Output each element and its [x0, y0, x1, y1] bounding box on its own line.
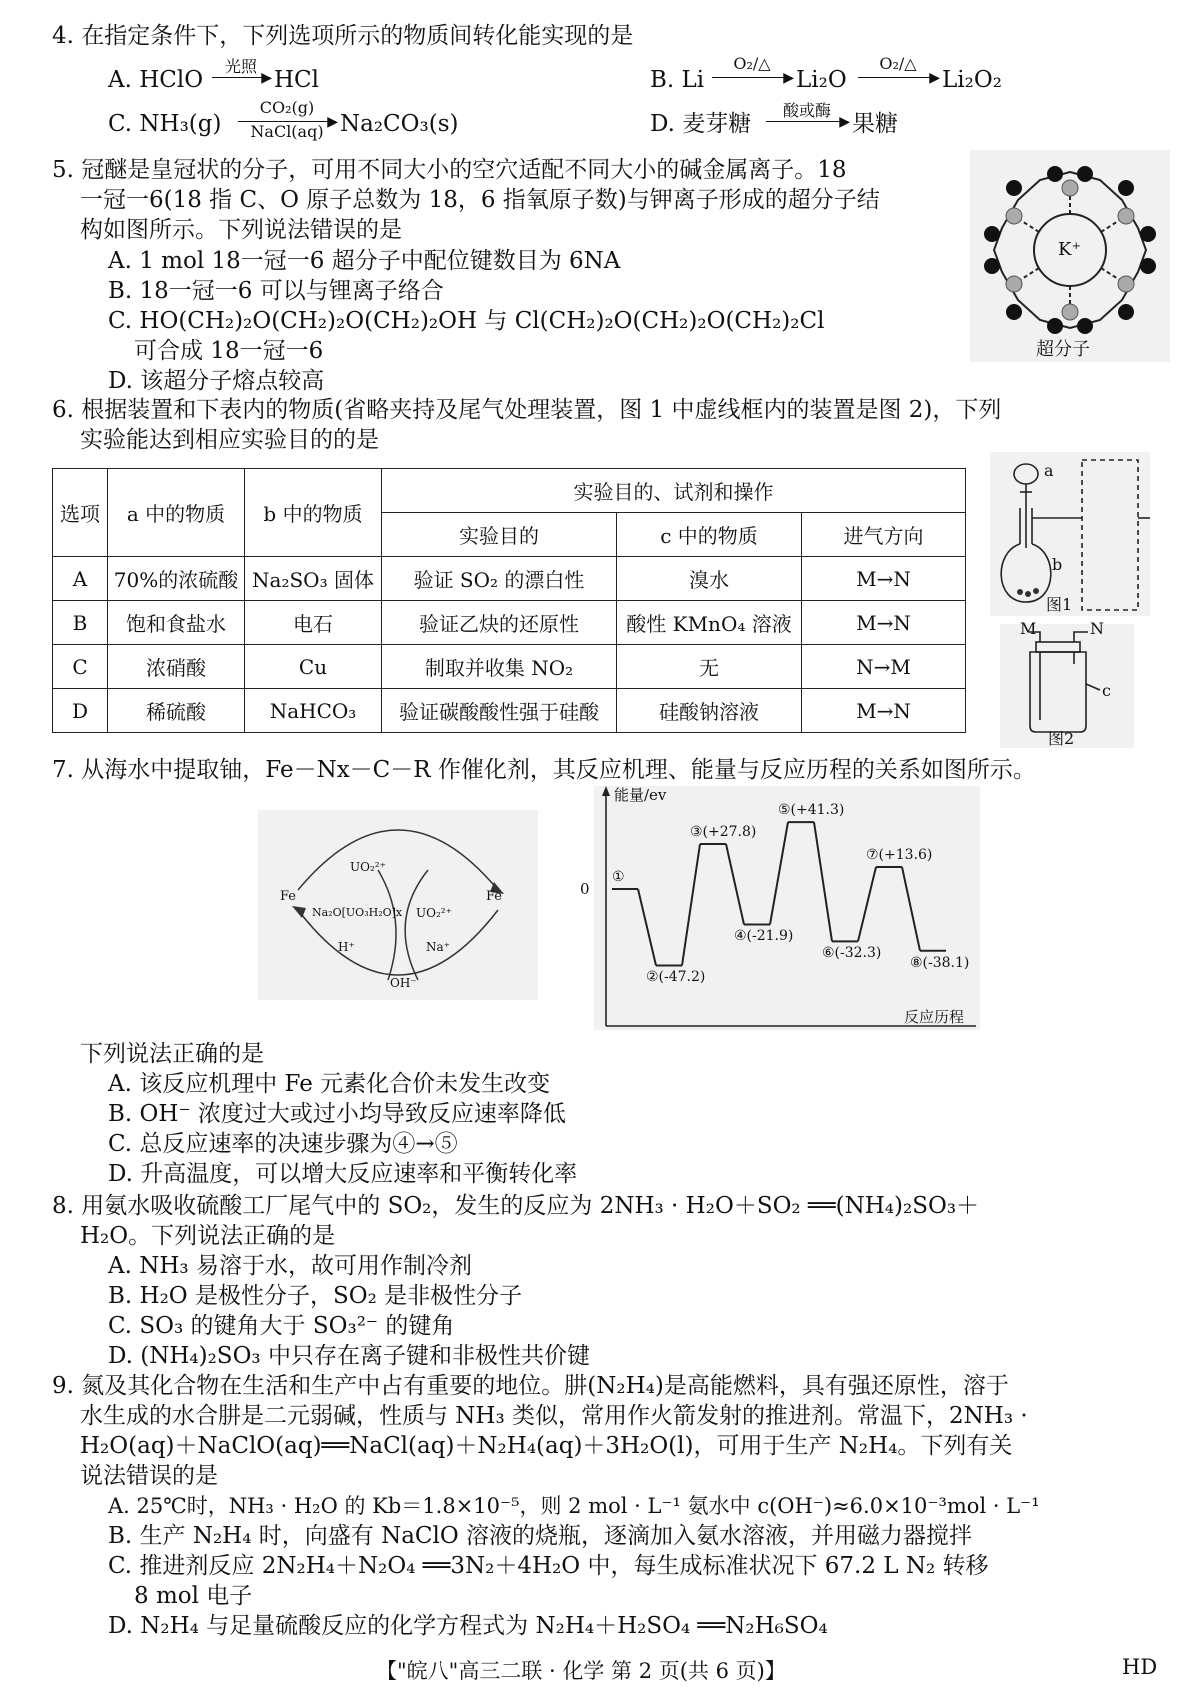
energy-point-label: ③(+27.8)	[690, 823, 757, 840]
mechanism-cycle-diagram	[258, 810, 538, 1000]
q9-option-a: A. 25℃时，NH₃ · H₂O 的 Kb＝1.8×10⁻⁵，则 2 mol · L⁻¹ 氨水中 c(OH⁻)≈6.0×10⁻³mol · L⁻¹	[108, 1494, 1040, 1518]
q9-option-c: C. 推进剂反应 2N₂H₄＋N₂O₄ ══3N₂＋4H₂O 中，每生成标准状况下 67.2 L N₂ 转移	[108, 1553, 989, 1579]
page-footer: 【"皖八"高三二联 · 化学 第 2 页(共 6 页)】	[376, 1659, 786, 1683]
q4-stem: 4. 在指定条件下，下列选项所示的物质间转化能实现的是	[52, 23, 634, 49]
energy-connector	[726, 844, 744, 925]
table-cell: N→M	[802, 645, 966, 689]
table-cell: 验证 SO₂ 的漂白性	[382, 557, 617, 601]
energy-point-label: ⑥(-32.3)	[822, 945, 882, 962]
energy-point-label: ⑦(+13.6)	[866, 846, 933, 863]
table-row	[53, 601, 966, 645]
mech-h: H⁺	[338, 940, 355, 954]
energy-xlabel: 反应历程	[904, 1008, 965, 1026]
energy-profile-chart	[580, 786, 980, 1030]
footer-code: HD	[1122, 1655, 1158, 1679]
table-cell: 70%的浓硫酸	[108, 557, 245, 601]
table-cell: 验证乙炔的还原性	[382, 601, 617, 645]
table-header-purpose: 实验目的	[382, 513, 617, 557]
energy-connector	[814, 822, 832, 941]
energy-point-label: ⑤(+41.3)	[778, 802, 845, 819]
table-cell: M→N	[802, 689, 966, 733]
q5-line-3: 构如图所示。下列说法错误的是	[80, 217, 402, 243]
q7-option-d: D. 升高温度，可以增大反应速率和平衡转化率	[108, 1161, 578, 1187]
q4-c-cond-bottom: NaCl(aq)	[250, 122, 324, 141]
table-header-a: a 中的物质	[108, 469, 245, 557]
fig2-caption: 图2	[1048, 729, 1075, 748]
mech-uo2-right: UO₂²⁺	[416, 906, 452, 920]
q4-d-cond: 酸或酶	[782, 101, 831, 120]
q4-a-product: HCl	[274, 67, 320, 93]
q8-option-b: B. H₂O 是极性分子，SO₂ 是非极性分子	[108, 1283, 523, 1309]
fig2-label-n: N	[1090, 619, 1104, 638]
q4-a-arrow: 光照 ▶	[212, 58, 270, 98]
energy-connector	[682, 844, 700, 966]
q4-b-prefix: B. Li	[650, 67, 705, 93]
table-cell: Cu	[245, 645, 382, 689]
mech-uo2-top: UO₂²⁺	[350, 860, 386, 874]
table-cell: D	[53, 689, 108, 733]
table-cell: M→N	[802, 601, 966, 645]
table-cell: 无	[617, 645, 802, 689]
table-cell: B	[53, 601, 108, 645]
energy-connector	[770, 822, 788, 924]
experiment-table	[52, 468, 966, 733]
table-header-b: b 中的物质	[245, 469, 382, 557]
q9-line-2: 水生成的水合肼是二元弱碱，性质与 NH₃ 类似，常用作火箭发射的推进剂。常温下，2NH₃ ·	[80, 1403, 1028, 1429]
q9-line-1: 9. 氮及其化合物在生活和生产中占有重要的地位。肼(N₂H₄)是高能燃料，具有强还原性，溶于	[52, 1373, 1009, 1399]
table-cell: Na₂SO₃ 固体	[245, 557, 382, 601]
crown-ion-label: K⁺	[1058, 239, 1081, 260]
q7-option-b: B. OH⁻ 浓度过大或过小均导致反应速率降低	[108, 1101, 566, 1127]
energy-connector	[902, 867, 920, 951]
q4-a-cond: 光照	[224, 57, 257, 76]
table-header-option: 选项	[53, 469, 108, 557]
table-header-direction: 进气方向	[802, 513, 966, 557]
table-cell: 电石	[245, 601, 382, 645]
fig2-label-m: M	[1020, 619, 1037, 638]
q5-option-b: B. 18一冠一6 可以与锂离子络合	[108, 278, 444, 304]
energy-zero-tick: 0	[580, 880, 590, 898]
flask-apparatus-diagram	[990, 452, 1150, 616]
energy-ylabel: 能量/ev	[614, 786, 667, 804]
apparatus-fig2	[1000, 619, 1134, 748]
q4-b-cond-1: O₂/△	[733, 54, 771, 73]
fig2-label-c: c	[1102, 681, 1111, 700]
q8-line-2: H₂O。下列说法正确的是	[80, 1223, 336, 1249]
q9-option-d: D. N₂H₄ 与足量硫酸反应的化学方程式为 N₂H₄＋H₂SO₄ ══N₂H₆SO₄	[108, 1613, 828, 1639]
q4-a-prefix: A. HClO	[108, 67, 204, 93]
energy-connector	[858, 867, 876, 941]
energy-connector	[638, 889, 656, 965]
table-cell: 稀硫酸	[108, 689, 245, 733]
crown-caption: 超分子	[1036, 339, 1090, 360]
table-cell: 溴水	[617, 557, 802, 601]
table-header-group: 实验目的、试剂和操作	[382, 469, 966, 513]
mech-fe-right: Fe	[486, 889, 503, 904]
q5-option-c: C. HO(CH₂)₂O(CH₂)₂O(CH₂)₂OH 与 Cl(CH₂)₂O(CH₂)₂O(CH₂)₂Cl	[108, 308, 825, 334]
energy-point-label: ④(-21.9)	[734, 928, 794, 945]
mech-oh: OH⁻	[390, 976, 417, 990]
table-row	[53, 557, 966, 601]
q5-line-1: 5. 冠醚是皇冠状的分子，可用不同大小的空穴适配不同大小的碱金属离子。18	[52, 157, 847, 183]
q8-option-d: D. (NH₄)₂SO₃ 中只存在离子键和非极性共价键	[108, 1343, 590, 1369]
q4-d-arrow: 酸或酶 ▶	[766, 102, 848, 142]
q6-line-2: 实验能达到相应实验目的的是	[80, 427, 379, 453]
q8-option-a: A. NH₃ 易溶于水，故可用作制冷剂	[108, 1253, 472, 1279]
q5-line-2: 一冠一6(18 指 C、O 原子总数为 18，6 指氧原子数)与钾离子形成的超分子结	[80, 187, 880, 213]
table-row	[53, 689, 966, 733]
q4-b-arrow-1: O₂/△ ▶	[712, 58, 792, 98]
fig1-label-a: a	[1044, 461, 1054, 480]
q4-b-arrow-2: O₂/△ ▶	[858, 58, 938, 98]
apparatus-fig1	[990, 452, 1150, 616]
q4-c-product: Na₂CO₃(s)	[340, 111, 459, 137]
table-cell: M→N	[802, 557, 966, 601]
table-cell: 验证碳酸酸性强于硅酸	[382, 689, 617, 733]
q5-option-a: A. 1 mol 18一冠一6 超分子中配位键数目为 6NA	[108, 248, 621, 274]
table-cell: 酸性 KMnO₄ 溶液	[617, 601, 802, 645]
table-cell: 饱和食盐水	[108, 601, 245, 645]
table-cell: C	[53, 645, 108, 689]
fig1-caption: 图1	[1046, 595, 1073, 614]
q4-option-a	[108, 66, 203, 94]
energy-point-label: ①	[612, 869, 625, 885]
table-cell: NaHCO₃	[245, 689, 382, 733]
mech-na: Na⁺	[426, 940, 450, 954]
q7-option-c: C. 总反应速率的决速步骤为④→⑤	[108, 1131, 458, 1157]
q4-b-cond-2: O₂/△	[879, 54, 917, 73]
table-header-c: c 中的物质	[617, 513, 802, 557]
q9-option-b: B. 生产 N₂H₄ 时，向盛有 NaClO 溶液的烧瓶，逐滴加入氨水溶液，并用磁力器搅拌	[108, 1523, 973, 1549]
q7-lead: 下列说法正确的是	[80, 1041, 264, 1067]
fig1-label-b: b	[1052, 555, 1063, 574]
q4-b-mid: Li₂O	[796, 67, 847, 93]
q4-b-product: Li₂O₂	[942, 67, 1002, 93]
energy-point-label: ②(-47.2)	[646, 969, 706, 986]
q4-c-prefix: C. NH₃(g)	[108, 111, 222, 137]
q9-option-c-cont: 8 mol 电子	[134, 1583, 253, 1609]
q5-option-c-cont: 可合成 18一冠一6	[134, 338, 324, 364]
table-row	[53, 645, 966, 689]
q4-d-prefix: D. 麦芽糖	[650, 111, 752, 137]
table-cell: 制取并收集 NO₂	[382, 645, 617, 689]
energy-profile-svg	[594, 786, 980, 1030]
table-cell: 浓硝酸	[108, 645, 245, 689]
q9-line-4: 说法错误的是	[80, 1463, 218, 1489]
q5-option-d: D. 该超分子熔点较高	[108, 368, 325, 394]
table-cell: A	[53, 557, 108, 601]
mech-complex: Na₂O[UO₃H₂O]x	[312, 906, 403, 919]
q7-option-a: A. 该反应机理中 Fe 元素化合价未发生改变	[108, 1071, 551, 1097]
q4-c-cond-top: CO₂(g)	[259, 98, 315, 117]
q8-option-c: C. SO₃ 的键角大于 SO₃²⁻ 的键角	[108, 1313, 455, 1339]
table-cell: 硅酸钠溶液	[617, 689, 802, 733]
crown-ether-figure	[970, 150, 1170, 362]
q8-line-1: 8. 用氨水吸收硫酸工厂尾气中的 SO₂，发生的反应为 2NH₃ · H₂O＋SO₂ ══(NH₄)₂SO₃＋	[52, 1193, 980, 1219]
mech-fe-left: Fe	[280, 889, 297, 904]
q9-line-3: H₂O(aq)＋NaClO(aq)══NaCl(aq)＋N₂H₄(aq)＋3H₂O(l)，可用于生产 N₂H₄。下列有关	[80, 1433, 1013, 1459]
q6-line-1: 6. 根据装置和下表内的物质(省略夹持及尾气处理装置，图 1 中虚线框内的装置是图 2)，下列	[52, 397, 1002, 423]
q4-d-product: 果糖	[852, 111, 898, 137]
mechanism-figure	[258, 810, 538, 1000]
q4-c-arrow: CO₂(g) ▶ NaCl(aq)	[238, 102, 336, 142]
q7-stem: 7. 从海水中提取铀，Fe－Nx－C－R 作催化剂，其反应机理、能量与反应历程的关系如图所示。	[52, 757, 1036, 783]
energy-point-label: ⑧(-38.1)	[910, 954, 970, 971]
